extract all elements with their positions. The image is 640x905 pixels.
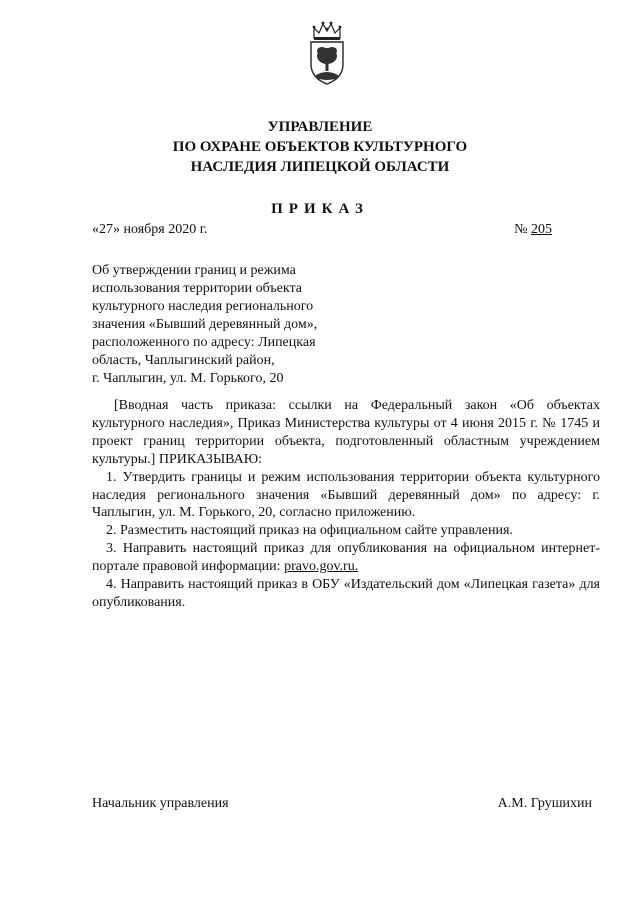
subject-line: использования территории объекта [92, 281, 302, 296]
subject-line: культурного наследия регионального [92, 299, 314, 314]
subject-line: значения «Бывший деревянный дом», [92, 317, 318, 332]
lipetsk-coat-of-arms-icon [306, 20, 348, 86]
order-number [514, 222, 552, 238]
order-item-1: 1. Утвердить границы и режим использования территории объекта культурного наследия регионального значения «Бывший деревянный дом» по адресу: г. Чаплыгин, ул. М. Горького, 20, согласно приложению. [92, 469, 600, 521]
order-item-2: 2. Разместить настоящий приказ на официальном сайте управления. [106, 523, 513, 539]
order-subject [92, 262, 352, 388]
subject-line: Об утверждении границ и режима [92, 263, 296, 278]
subject-line: область, Чаплыгинский район, [92, 353, 275, 368]
subject-line: расположенного по адресу: Липецкая [92, 335, 316, 350]
order-number-prefix: № [514, 222, 528, 237]
order-date: «27» ноября 2020 г. [92, 222, 208, 237]
order-item-3 [92, 540, 600, 576]
preamble-paragraph: [Вводная часть приказа: ссылки на Федеральный закон «Об объектах культурного наследия», Приказ Министерства культуры от 4 июня 2015 г. № 1745 и проект границ территории объекта, подготовленный областным учреждением культуры.] ПРИКАЗЫВАЮ: [92, 398, 600, 467]
order-title: ПРИКАЗ [271, 201, 369, 217]
org-line-3: НАСЛЕДИЯ ЛИПЕЦКОЙ ОБЛАСТИ [190, 159, 450, 175]
order-number-value: 205 [531, 222, 552, 237]
signatory-name: А.М. Грушихин [497, 796, 592, 811]
subject-line: г. Чаплыгин, ул. М. Горького, 20 [92, 371, 284, 386]
org-line-2: ПО ОХРАНЕ ОБЪЕКТОВ КУЛЬТУРНОГО [172, 139, 468, 155]
organization-heading [0, 117, 640, 177]
order-body [92, 397, 600, 612]
org-line-1: УПРАВЛЕНИЕ [267, 119, 373, 135]
order-item-3-text: 3. Направить настоящий приказ для опубликования на официальном интернет-портале правовой информации: [92, 541, 600, 575]
signatory-position: Начальник управления [92, 796, 229, 811]
order-item-4: 4. Направить настоящий приказ в ОБУ «Издательский дом «Липецкая газета» для опубликования. [92, 577, 600, 610]
pravo-gov-link[interactable]: pravo.gov.ru. [284, 559, 359, 575]
